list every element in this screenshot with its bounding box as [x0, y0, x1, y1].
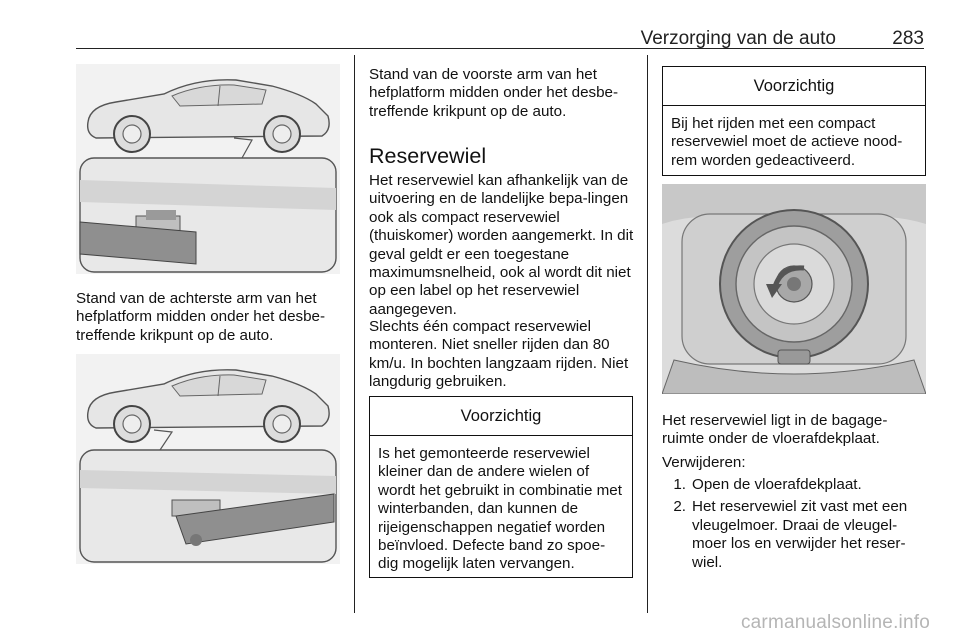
removal-label: Verwijderen: — [662, 454, 746, 471]
caution-title: Voorzichtig — [370, 397, 632, 436]
spare-wheel-location-paragraph: Het reservewiel ligt in de bagage-ruimte onder de vloerafdekplaat. — [662, 412, 888, 448]
spare-wheel-trunk-illustration — [662, 184, 926, 394]
car-lift-rear-illustration — [76, 64, 340, 274]
header-divider — [76, 48, 924, 49]
caution-box-middle — [369, 396, 633, 578]
step-text: Open de vloerafdekplaat. — [692, 476, 862, 493]
car-lift-front-illustration — [76, 354, 340, 564]
watermark: carmanualsonline.info — [740, 612, 930, 633]
page-title: Verzorging van de auto — [640, 28, 836, 49]
caution-text: Bij het rijden met een compact reservewiel moet de actieve nood-rem worden gedeactiveerd. — [671, 115, 903, 169]
list-item — [666, 498, 928, 572]
page-number: 283 — [892, 28, 924, 49]
step-text: Het reservewiel zit vast met een vleugelmoer. Draai de vleugel-moer los en verwijder het reser-wiel. — [692, 498, 908, 571]
section-heading-reservewiel: Reservewiel — [369, 144, 487, 168]
page-header — [76, 26, 924, 50]
column-divider-right — [647, 55, 648, 613]
caption-front-lift-arm: Stand van de voorste arm van het hefplatform midden onder het desbe-treffende krikpunt op de auto. — [369, 66, 619, 120]
caution-text: Is het gemonteerde reservewiel kleiner dan de andere wielen of wordt het gebruikt in combinatie met winterbanden, dan kunnen de rijeigenschappen negatief worden beïnvloed. Defecte band zo spoe-dig mogelijk laten vervangen. — [378, 445, 622, 573]
step-number: 1. — [673, 476, 686, 493]
caption-rear-lift-arm: Stand van de achterste arm van het hefplatform midden onder het desbe-treffende krikpunt op de auto. — [76, 290, 326, 344]
caution-box-right — [662, 66, 926, 176]
spare-wheel-intro-paragraph: Het reservewiel kan afhankelijk van de uitvoering en de landelijke bepa-lingen ook als compact reservewiel (thuiskomer) worden aangemerkt. In dit geval geldt er een toegestane maximumsnelheid, ook al wordt dit niet op een label op het reservewiel aangegeven. — [369, 172, 634, 318]
list-item — [666, 476, 928, 494]
removal-steps-list — [666, 476, 928, 576]
step-number: 2. — [673, 498, 686, 516]
column-divider-left — [354, 55, 355, 613]
spare-wheel-limit-paragraph: Slechts één compact reservewiel monteren. Niet sneller rijden dan 80 km/u. In bochten langzaam rijden. Niet langdurig gebruiken. — [369, 318, 629, 391]
caution-title: Voorzichtig — [663, 67, 925, 106]
